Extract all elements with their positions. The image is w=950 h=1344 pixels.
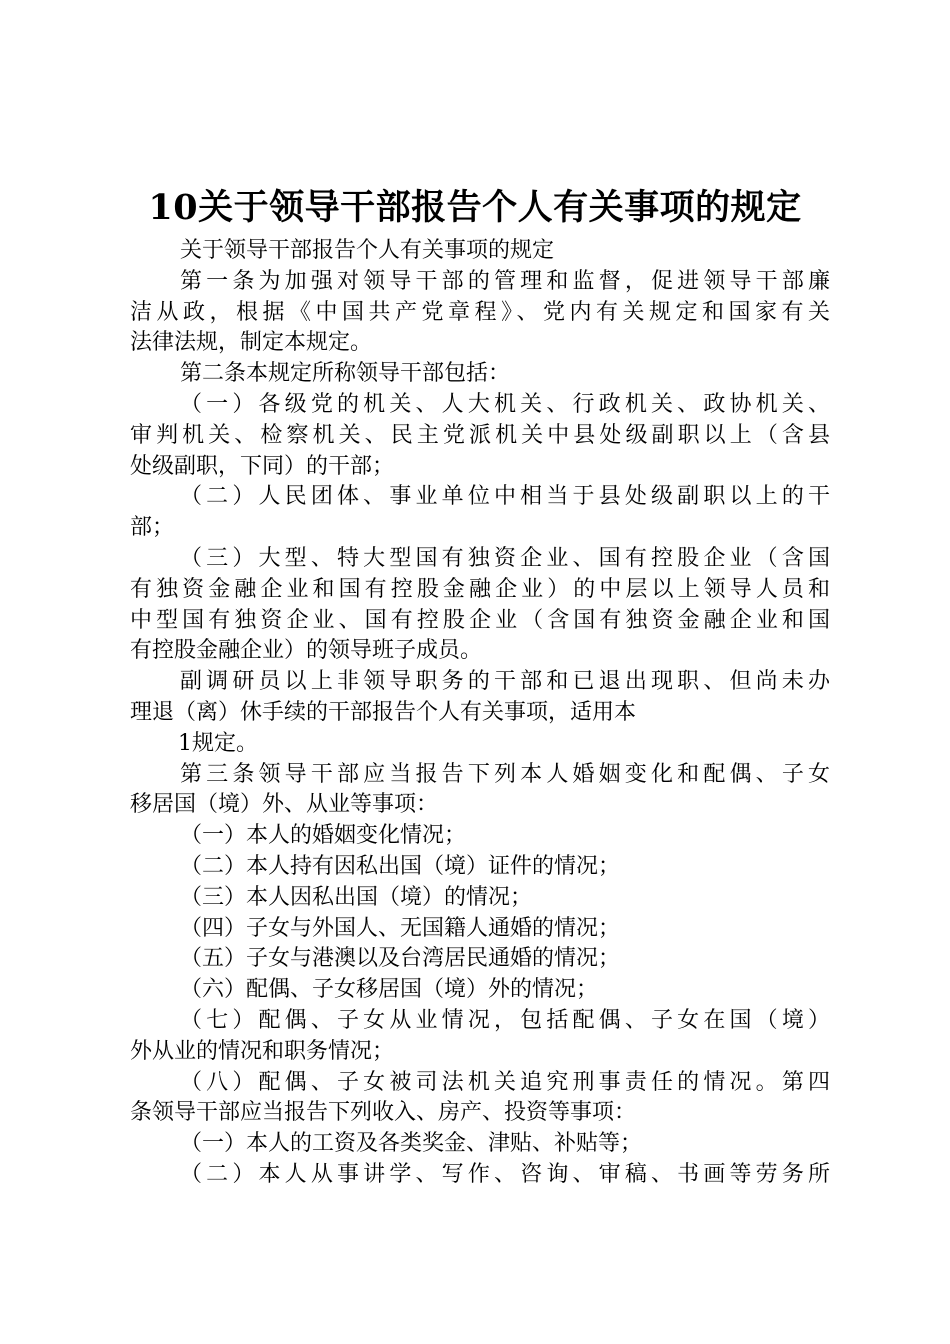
paragraph-line: 1规定。 <box>178 730 258 756</box>
paragraph-line: （二）人民团体、事业单位中相当于县处级副职以上的干 <box>180 484 830 510</box>
paragraph-line: 法律法规，制定本规定。 <box>130 330 373 356</box>
paragraph-line: （三）本人因私出国（境）的情况； <box>180 884 533 910</box>
paragraph-line: 审判机关、检察机关、民主党派机关中县处级副职以上（含县 <box>130 422 830 448</box>
paragraph-line: （六）配偶、子女移居国（境）外的情况； <box>180 977 599 1003</box>
paragraph-line: （二）本人持有因私出国（境）证件的情况； <box>180 853 621 879</box>
paragraph-line: （八）配偶、子女被司法机关追究刑事责任的情况。第四 <box>180 1069 830 1095</box>
paragraph-line: 第三条领导干部应当报告下列本人婚姻变化和配偶、子女 <box>180 761 830 787</box>
paragraph-line: 中型国有独资企业、国有控股企业（含国有独资金融企业和国 <box>130 607 830 633</box>
paragraph-line: 副调研员以上非领导职务的干部和已退出现职、但尚未办 <box>180 669 830 695</box>
paragraph-line: 理退（离）休手续的干部报告个人有关事项，适用本 <box>130 699 637 725</box>
paragraph-line: 移居国（境）外、从业等事项： <box>130 792 439 818</box>
document-title: 10关于领导干部报告个人有关事项的规定 <box>148 187 802 228</box>
paragraph-line: （五）子女与港澳以及台湾居民通婚的情况； <box>180 946 621 972</box>
paragraph-line: （一）本人的工资及各类奖金、津贴、补贴等； <box>180 1131 643 1157</box>
paragraph-line: 有控股金融企业）的领导班子成员。 <box>130 638 483 664</box>
paragraph-line: 有独资金融企业和国有控股金融企业）的中层以上领导人员和 <box>130 576 830 602</box>
paragraph-line: 第二条本规定所称领导干部包括： <box>180 361 511 387</box>
paragraph-line: 洁从政，根据《中国共产党章程》、党内有关规定和国家有关 <box>130 299 830 325</box>
paragraph-line: （七）配偶、子女从业情况，包括配偶、子女在国（境） <box>180 1007 830 1033</box>
paragraph-line: （二）本人从事讲学、写作、咨询、审稿、书画等劳务所 <box>180 1161 830 1187</box>
paragraph-line: 处级副职，下同）的干部； <box>130 453 395 479</box>
paragraph-line: 部； <box>130 515 175 541</box>
paragraph-line: （三）大型、特大型国有独资企业、国有控股企业（含国 <box>180 545 830 571</box>
document-body <box>130 236 830 1191</box>
paragraph-line: （四）子女与外国人、无国籍人通婚的情况； <box>180 915 621 941</box>
paragraph-line: 第一条为加强对领导干部的管理和监督，促进领导干部廉 <box>180 268 830 294</box>
paragraph-line: 条领导干部应当报告下列收入、房产、投资等事项： <box>130 1100 637 1126</box>
paragraph-line: 外从业的情况和职务情况； <box>130 1038 395 1064</box>
paragraph-line: 关于领导干部报告个人有关事项的规定 <box>180 238 555 263</box>
paragraph-line: （一）本人的婚姻变化情况； <box>180 823 467 849</box>
paragraph-line: （一）各级党的机关、人大机关、行政机关、政协机关、 <box>180 391 830 417</box>
